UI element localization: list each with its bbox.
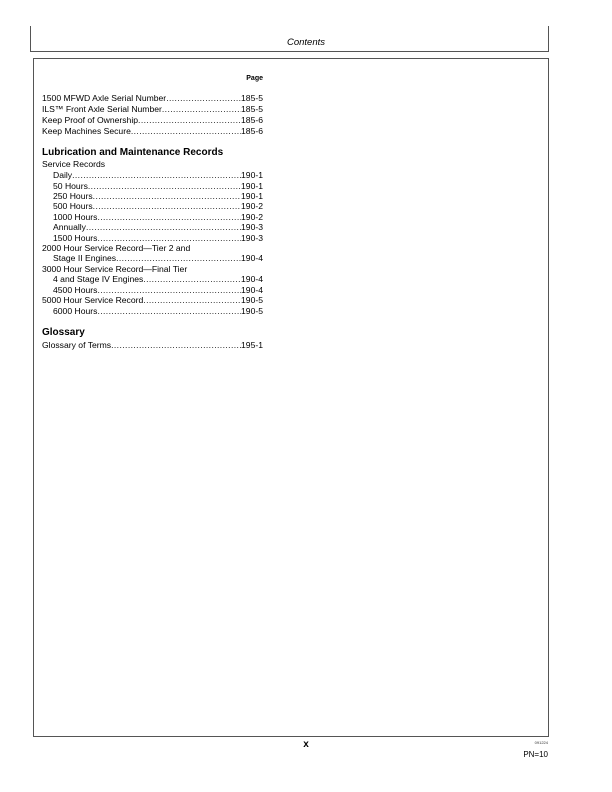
toc-row[interactable] <box>42 340 263 351</box>
toc-entry-page: 195-1 <box>241 340 263 350</box>
toc-entry-page: 190-1 <box>241 170 263 180</box>
toc-entry-text: 500 Hours <box>53 201 93 211</box>
toc-entry-text: 1500 MFWD Axle Serial Number <box>42 93 167 103</box>
toc-entry-text: Glossary of Terms <box>42 340 112 350</box>
leader-dots <box>72 170 241 181</box>
toc-entry-page: 190-4 <box>241 253 263 263</box>
leader-dots <box>131 126 241 137</box>
footer-page-number: x <box>303 739 309 750</box>
toc-row[interactable] <box>53 201 263 212</box>
toc-entry-text: Annually <box>53 222 86 232</box>
toc-entry-page: 185-5 <box>241 104 263 114</box>
toc-entry-text: 1000 Hours <box>53 212 98 222</box>
toc-row[interactable] <box>53 170 263 181</box>
toc-entry-page: 190-5 <box>241 306 263 316</box>
toc-entry-text: Keep Machines Secure <box>42 126 131 136</box>
content-top-rule <box>33 58 549 59</box>
toc-entry-text: Keep Proof of Ownership <box>42 115 139 125</box>
section-heading-lubrication: Lubrication and Maintenance Records <box>42 147 224 158</box>
leader-dots <box>162 104 241 115</box>
toc-row[interactable] <box>42 93 263 104</box>
toc-entry-page: 185-5 <box>241 93 263 103</box>
toc-row[interactable] <box>42 115 263 126</box>
toc-entry-text: 6000 Hours <box>53 306 98 316</box>
toc-entry-page: 190-1 <box>241 181 263 191</box>
leader-dots <box>166 93 241 104</box>
toc-entry-text: 250 Hours <box>53 191 93 201</box>
leader-dots <box>111 340 241 351</box>
toc-entry-page: 190-2 <box>241 201 263 211</box>
leader-dots <box>143 274 241 285</box>
toc-entry-text: ILS™ Front Axle Serial Number <box>42 104 162 114</box>
toc-entry-page: 190-2 <box>241 212 263 222</box>
leader-dots <box>97 306 241 317</box>
toc-subheading-service-records: Service Records <box>42 159 106 169</box>
leader-dots <box>93 201 241 212</box>
toc-entry-text: 50 Hours <box>53 181 88 191</box>
footer-doc-code: 091224 <box>534 740 548 745</box>
toc-entry-text: 1500 Hours <box>53 233 98 243</box>
toc-entry-text: 4 and Stage IV Engines <box>53 274 144 284</box>
toc-entry-text: Stage II Engines <box>53 253 117 263</box>
toc-entry-2000-hour-line1: 2000 Hour Service Record—Tier 2 and <box>42 243 191 253</box>
leader-dots <box>116 253 241 264</box>
toc-row[interactable] <box>42 104 263 115</box>
toc-row[interactable] <box>42 295 263 306</box>
toc-entry-text: 5000 Hour Service Record <box>42 295 144 305</box>
toc-row[interactable] <box>53 253 263 264</box>
footer-pn: PN=10 <box>523 750 548 759</box>
leader-dots <box>138 115 241 126</box>
content-bottom-rule <box>33 736 549 737</box>
toc-entry-page: 185-6 <box>241 115 263 125</box>
toc-entry-page: 190-1 <box>241 191 263 201</box>
toc-entry-text: 4500 Hours <box>53 285 98 295</box>
toc-entry-page: 190-3 <box>241 233 263 243</box>
toc-row[interactable] <box>53 306 263 317</box>
toc-row[interactable] <box>53 222 263 233</box>
toc-entry-page: 190-5 <box>241 295 263 305</box>
leader-dots <box>143 295 241 306</box>
content-left-rule <box>33 58 34 736</box>
toc-entry-page: 190-3 <box>241 222 263 232</box>
leader-dots <box>86 222 241 233</box>
toc-entry-page: 190-4 <box>241 274 263 284</box>
page-title: Contents <box>286 37 326 48</box>
toc-entry-page: 190-4 <box>241 285 263 295</box>
toc-row[interactable] <box>53 274 263 285</box>
content-right-rule <box>548 58 549 736</box>
toc-row[interactable] <box>42 126 263 137</box>
toc-entry-3000-hour-line1: 3000 Hour Service Record—Final Tier <box>42 264 188 274</box>
header-bottom-rule <box>30 51 549 52</box>
section-heading-glossary: Glossary <box>42 327 85 338</box>
toc-entry-page: 185-6 <box>241 126 263 136</box>
page-column-label: Page <box>246 75 263 82</box>
toc-entry-text: Daily <box>53 170 73 180</box>
